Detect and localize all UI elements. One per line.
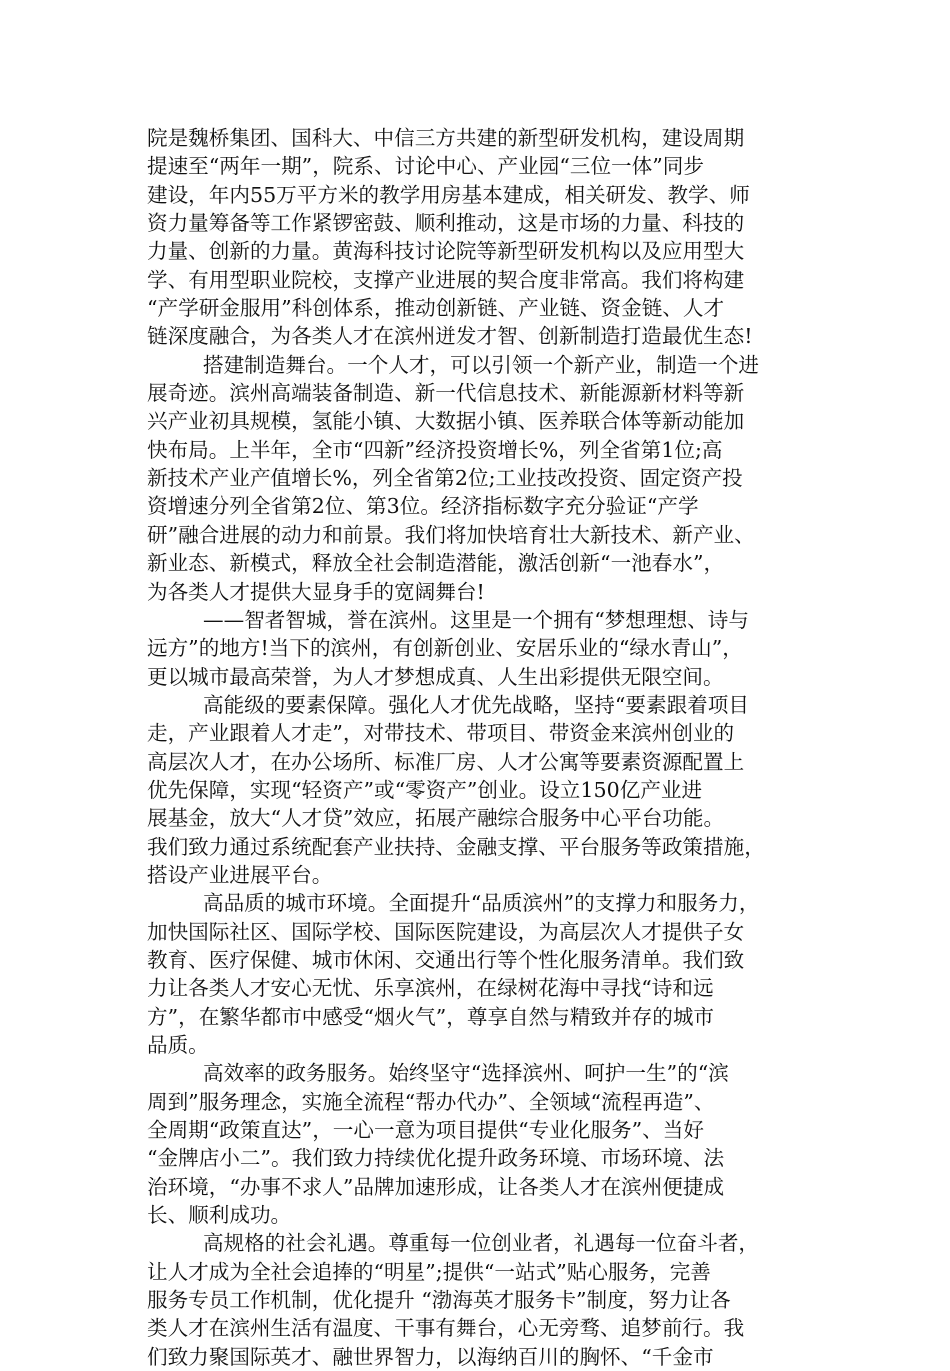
text-line: 提速至“两年一期”，院系、讨论中心、产业园“三位一体”同步 [147,154,704,179]
text-line: 让人才成为全社会追捧的“明星”;提供“一站式”贴心服务，完善 [147,1259,711,1284]
text-line: “金牌店小二”。我们致力持续优化提升政务环境、市场环境、法 [147,1146,725,1171]
text-line: 新业态、新模式，释放全社会制造潜能，激活创新“一池春水”， [147,551,725,576]
text-line: 兴产业初具规模，氢能小镇、大数据小镇、医养联合体等新动能加 [147,409,745,434]
text-line: 资力量筹备等工作紧锣密鼓、顺利推动，这是市场的力量、科技的 [147,211,745,236]
text-line: 方”，在繁华都市中感受“烟火气”，尊享自然与精致并存的城市 [147,1004,715,1029]
text-line: 链深度融合，为各类人才在滨州迸发才智、创新制造打造最优生态! [147,324,753,349]
text-line: 治环境，“办事不求人”品牌加速形成，让各类人才在滨州便捷成 [147,1174,725,1199]
body-text [147,124,827,1371]
text-line: 我们致力通过系统配套产业扶持、金融支撑、平台服务等政策措施， [147,834,765,859]
text-line: 展奇迹。滨州高端装备制造、新一代信息技术、新能源新材料等新 [147,381,745,406]
paragraph-first-line: 搭建制造舞台。一个人才，可以引领一个新产业，制造一个进 [203,352,760,377]
text-line: 研”融合进展的动力和前景。我们将加快培育壮大新技术、新产业、 [147,522,755,547]
text-line: 教育、医疗保健、城市休闲、交通出行等个性化服务清单。我们致 [147,947,745,972]
text-line: 学、有用型职业院校，支撑产业进展的契合度非常高。我们将构建 [147,267,745,292]
text-line: 更以城市最高荣誉，为人才梦想成真、人生出彩提供无限空间。 [147,664,724,689]
text-line: 力让各类人才安心无忧、乐享滨州，在绿树花海中寻找“诗和远 [147,976,714,1001]
text-line: 优先保障，实现“轻资产”或“零资产”创业。设立150亿产业进 [147,777,703,802]
text-line: 为各类人才提供大显身手的宽阔舞台! [147,579,485,604]
text-line: 新技术产业产值增长%，列全省第2位;工业技改投资、固定资产投 [147,466,743,491]
paragraph-first-line: 高品质的城市环境。全面提升“品质滨州”的支撑力和服务力， [203,891,760,916]
text-line: 服务专员工作机制，优化提升 “渤海英才服务卡”制度，努力让各 [147,1288,731,1313]
text-line: 品质。 [147,1033,209,1057]
paragraph-first-line: 高规格的社会礼遇。尊重每一位创业者，礼遇每一位奋斗者， [203,1231,760,1256]
text-line: 们致力聚国际英才、融世界智力，以海纳百川的胸怀、“千金市 [147,1344,714,1369]
paragraph-first-line: 高能级的要素保障。强化人才优先战略，坚持“要素跟着项目 [203,692,749,717]
text-line: “产学研金服用”科创体系，推动创新链、产业链、资金链、人才 [147,296,725,321]
text-line: 加快国际社区、国际学校、国际医院建设，为高层次人才提供子女 [147,919,745,944]
text-line: 周到”服务理念，实施全流程“帮办代办”、全领域“流程再造”、 [147,1089,715,1114]
paragraph-first-line: ——智者智城，誉在滨州。这里是一个拥有“梦想理想、诗与 [203,607,749,632]
text-line: 全周期“政策直达”，一心一意为项目提供“专业化服务”、当好 [147,1118,704,1143]
text-line: 快布局。上半年，全市“四新”经济投资增长%，列全省第1位;高 [147,437,723,462]
paragraph-first-line: 高效率的政务服务。始终坚守“选择滨州、呵护一生”的“滨 [203,1061,729,1086]
text-line: 力量、创新的力量。黄海科技讨论院等新型研发机构以及应用型大 [147,239,745,264]
text-line: 建设，年内55万平方米的教学用房基本建成，相关研发、教学、师 [147,182,750,207]
text-line: 高层次人才，在办公场所、标准厂房、人才公寓等要素资源配置上 [147,749,745,774]
text-line: 类人才在滨州生活有温度、干事有舞台，心无旁骛、追梦前行。我 [147,1316,745,1341]
text-line: 走，产业跟着人才走”，对带技术、带项目、带资金来滨州创业的 [147,721,735,746]
text-line: 资增速分列全省第2位、第3位。经济指标数字充分验证“产学 [147,494,699,519]
text-line: 搭设产业进展平台。 [147,862,333,887]
text-line: 远方”的地方!当下的滨州，有创新创业、安居乐业的“绿水青山”， [147,636,743,661]
text-line: 院是魏桥集团、国科大、中信三方共建的新型研发机构，建设周期 [147,126,745,150]
text-line: 长、顺利成功。 [147,1203,292,1228]
text-line: 展基金，放大“人才贷”效应，拓展产融综合服务中心平台功能。 [147,806,725,831]
